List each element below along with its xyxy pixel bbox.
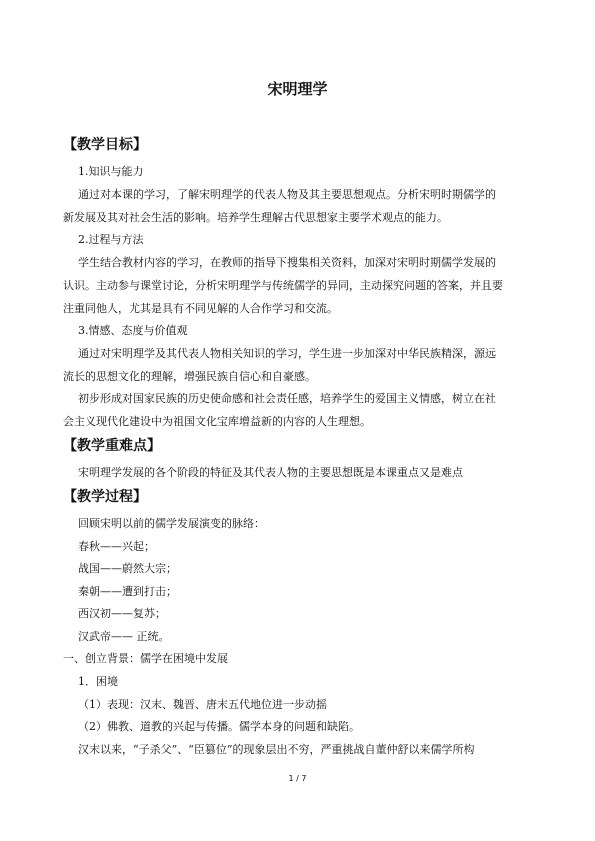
goal-1-text-line: 通过对本课的学习，了解宋明理学的代表人物及其主要思想观点。分析宋明时期儒学的 (78, 188, 496, 201)
timeline-item: 汉武帝—— 正统。 (78, 630, 170, 643)
document-title: 宋明理学 (267, 80, 328, 98)
process-paragraph-line: 汉末以来，“子杀父”、“臣篡位”的现象层出不穷，严重挑战自董仲舒以来儒学所构 (78, 743, 475, 756)
heading-key-points: 【教学重难点】 (63, 438, 161, 454)
subsection-item: （1）表现：汉末、魏晋、唐末五代地位进一步动摇 (78, 698, 327, 711)
timeline-item: 秦朝——遭到打击； (78, 585, 177, 598)
goal-3-text-line: 初步形成对国家民族的历史使命感和社会责任感，培养学生的爱国主义情感，树立在社 (78, 392, 496, 405)
key-points-text: 宋明理学发展的各个阶段的特征及其代表人物的主要思想既是本课重点又是难点 (78, 466, 463, 479)
goal-2-title: 2.过程与方法 (78, 233, 144, 246)
timeline-item: 春秋——兴起； (78, 540, 155, 553)
subsection-1-title: 1．困境 (78, 675, 118, 688)
goal-1-title: 1.知识与能力 (78, 165, 144, 178)
timeline-item: 西汉初——复苏； (78, 607, 166, 620)
heading-teaching-goals: 【教学目标】 (63, 137, 147, 153)
heading-teaching-process: 【教学过程】 (63, 489, 147, 505)
goal-3-text-line: 通过对宋明理学及其代表人物相关知识的学习，学生进一步加深对中华民族精深，源远 (78, 347, 496, 360)
goal-2-text-line: 认识。主动参与课堂讨论，分析宋明理学与传统儒学的异同，主动探究问题的答案，并且要 (63, 279, 503, 292)
subsection-item: （2）佛教、道教的兴起与传播。儒学本身的问题和缺陷。 (78, 720, 360, 733)
process-intro: 回顾宋明以前的儒学发展演变的脉络： (78, 517, 265, 530)
section-1-title: 一、创立背景：儒学在困境中发展 (63, 652, 228, 665)
goal-3-text-line: 流长的思想文化的理解，增强民族自信心和自豪感。 (63, 370, 316, 383)
timeline-item: 战国——蔚然大宗； (78, 562, 177, 575)
goal-3-text-line: 会主义现代化建设中为祖国文化宝库增益新的内容的人生理想。 (63, 415, 371, 428)
goal-1-text-line: 新发展及其对社会生活的影响。培养学生理解古代思想家主要学术观点的能力。 (63, 211, 448, 224)
goal-2-text-line: 学生结合教材内容的学习，在教师的指导下搜集相关资料，加深对宋明时期儒学发展的 (78, 256, 496, 269)
page-number: 1 / 7 (288, 774, 307, 783)
goal-2-text-line: 注重同他人，尤其是具有不同见解的人合作学习和交流。 (63, 302, 338, 315)
goal-3-title: 3.情感、态度与价值观 (78, 324, 188, 337)
